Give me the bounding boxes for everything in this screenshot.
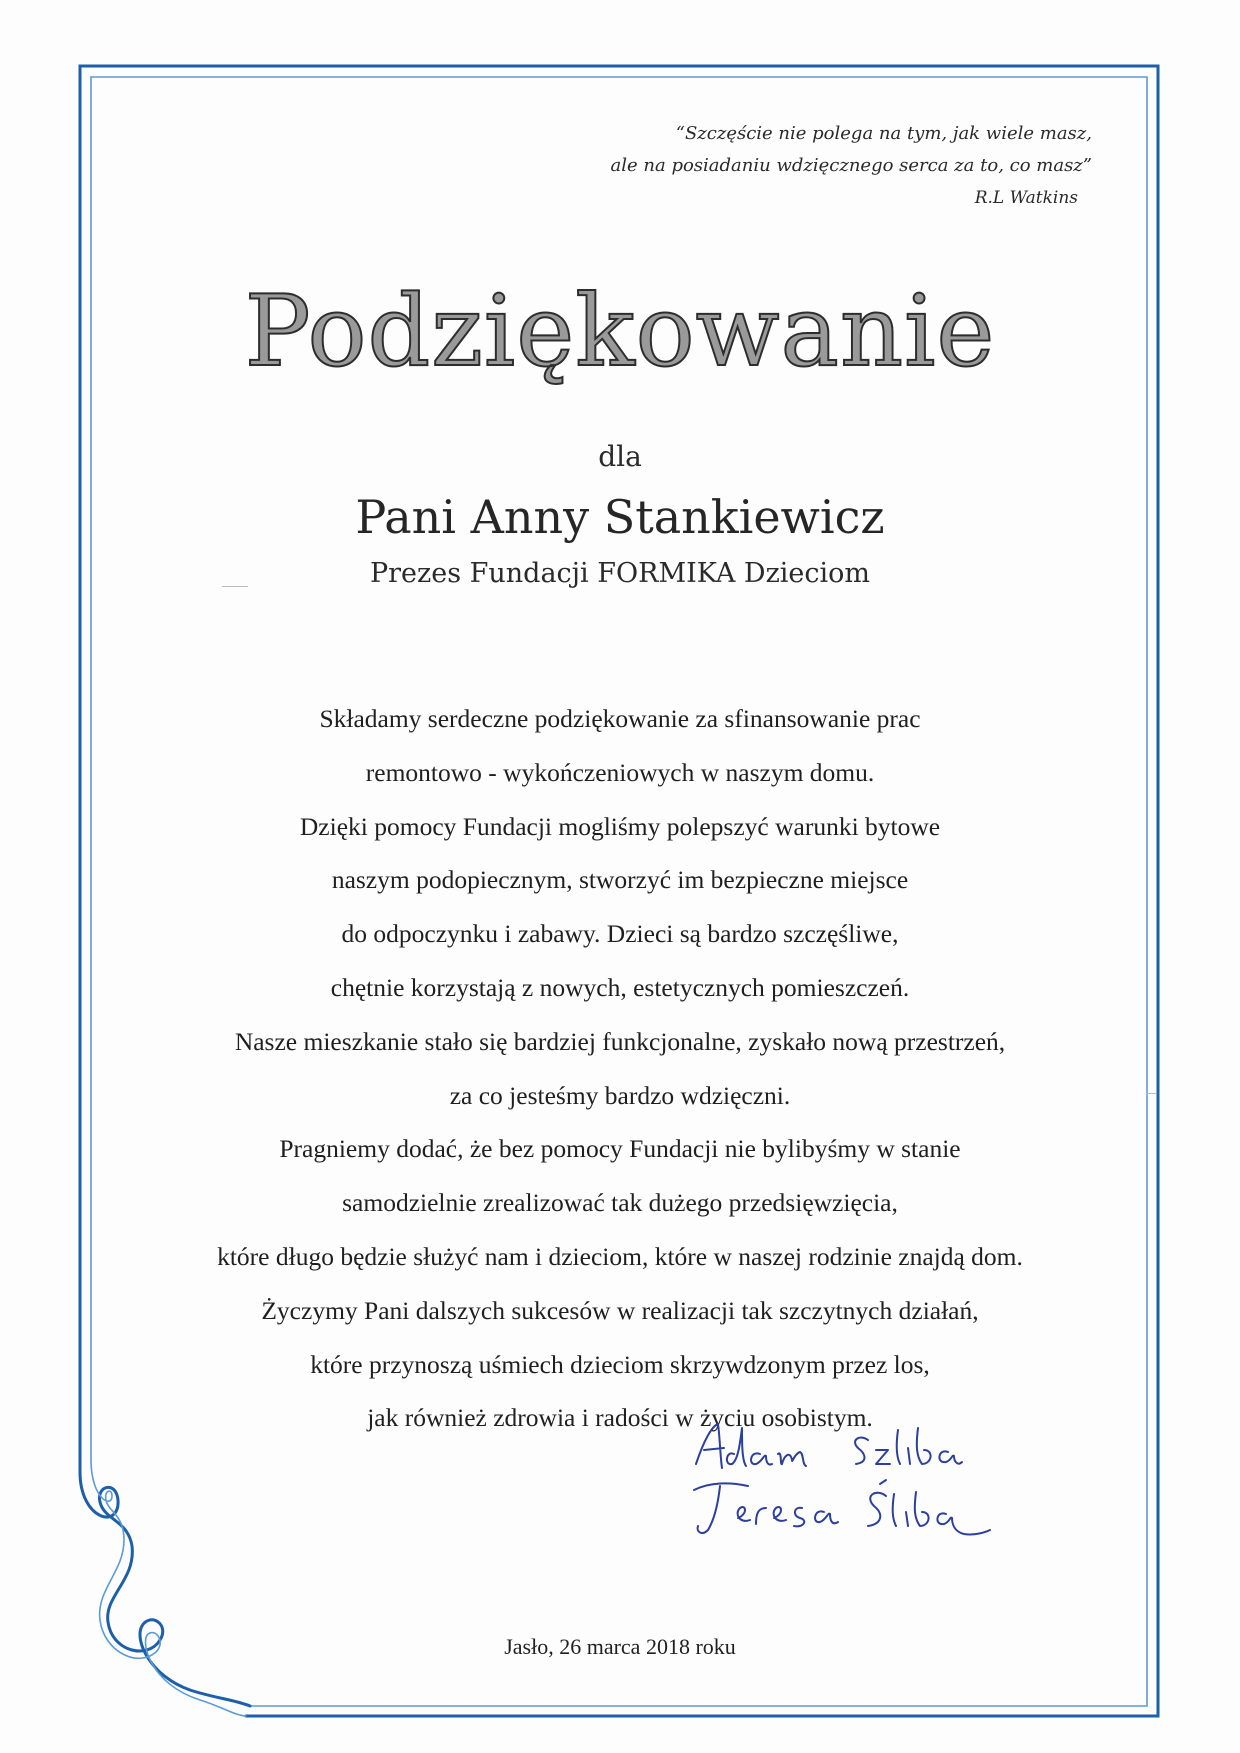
quote-line-1: “Szczęście nie polega na tym, jak wiele masz, bbox=[675, 123, 1092, 144]
body-line: Pragniemy dodać, że bez pomocy Fundacji nie bylibyśmy w stanie bbox=[279, 1134, 961, 1164]
body-line: Życzymy Pani dalszych sukcesów w realizacji tak szczytnych działań, bbox=[261, 1295, 979, 1325]
body-line: które przynoszą uśmiech dzieciom skrzywdzonym przez los, bbox=[310, 1349, 930, 1379]
body-line: remontowo - wykończeniowych w naszym domu. bbox=[365, 757, 875, 787]
body-line: za co jesteśmy bardzo wdzięczni. bbox=[449, 1080, 791, 1110]
body-line: Dzięki pomocy Fundacji mogliśmy polepszyć warunki bytowe bbox=[299, 811, 941, 841]
body-line: Składamy serdeczne podziękowanie za sfinansowanie prac bbox=[319, 704, 921, 733]
handwritten-signatures bbox=[690, 1420, 1020, 1560]
body-line: do odpoczynku i zabawy. Dzieci są bardzo szczęśliwe, bbox=[341, 919, 899, 949]
body-line: chętnie korzystają z nowych, estetycznych pomieszczeń. bbox=[330, 972, 910, 1002]
document-title: Podziękowanie bbox=[244, 275, 996, 389]
body-line: samodzielnie zrealizować tak dużego przedsięwzięcia, bbox=[342, 1188, 898, 1218]
body-line: naszym podopiecznym, stworzyć im bezpieczne miejsce bbox=[331, 865, 909, 895]
letter-body bbox=[140, 692, 1100, 1445]
body-line: które długo będzie służyć nam i dzieciom, które w naszej rodzinie znajdą dom. bbox=[217, 1241, 1023, 1271]
signature-teresa bbox=[694, 1483, 838, 1533]
recipient-name: Pani Anny Stankiewicz bbox=[355, 490, 885, 544]
for-label: dla bbox=[598, 440, 642, 473]
body-line: Nasze mieszkanie stało się bardziej funkcjonalne, zyskało nową przestrzeń, bbox=[234, 1026, 1006, 1056]
scan-speck bbox=[1146, 1093, 1156, 1094]
signature-adam bbox=[696, 1424, 806, 1468]
quote-author: R.L Watkins bbox=[974, 188, 1078, 208]
signature-sliba bbox=[868, 1480, 990, 1535]
place-and-date: Jasło, 26 marca 2018 roku bbox=[504, 1634, 736, 1659]
body-line: jak również zdrowia i radości w życiu osobistym. bbox=[367, 1403, 873, 1433]
quote-line-2: ale na posiadaniu wdzięcznego serca za to, co masz” bbox=[610, 155, 1092, 176]
recipient-role: Prezes Fundacji FORMIKA Dzieciom bbox=[369, 558, 871, 589]
signature-szliba bbox=[855, 1428, 962, 1464]
epigraph-quote bbox=[492, 118, 1092, 214]
